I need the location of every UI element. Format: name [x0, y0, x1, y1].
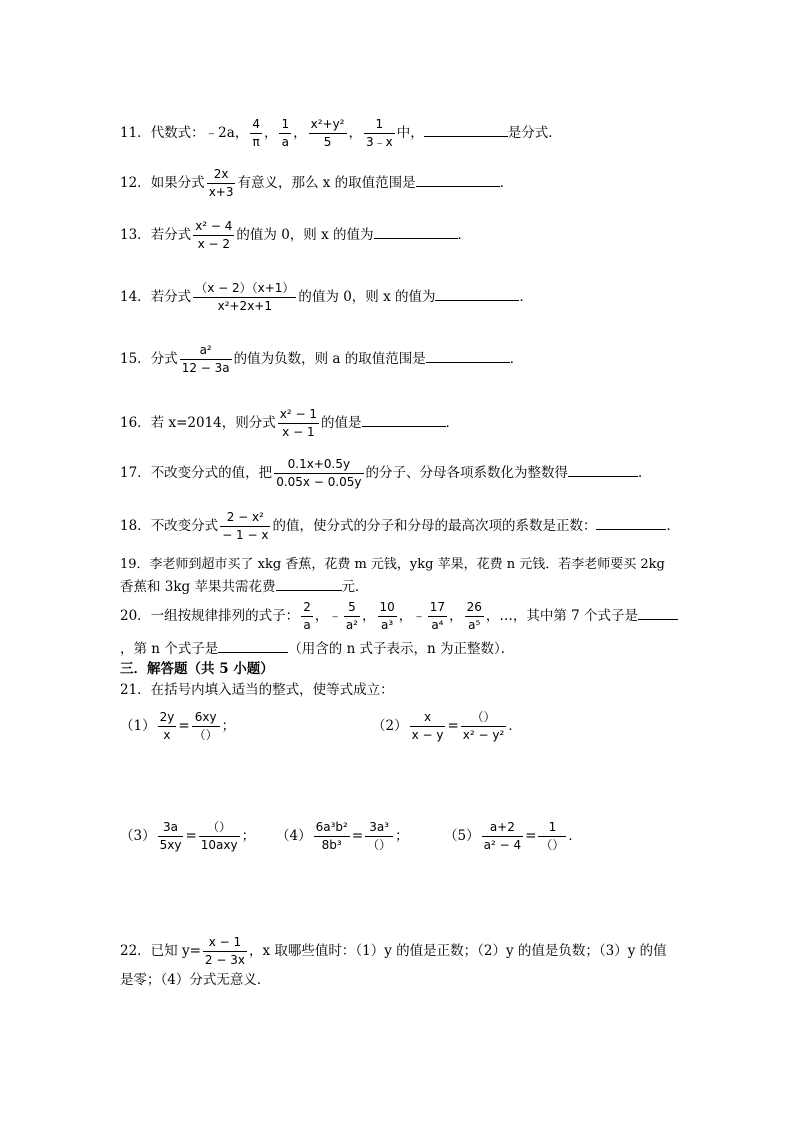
answer-blank[interactable] [416, 172, 500, 187]
numerator[interactable]: （） [461, 710, 507, 727]
part-label: （2） [372, 718, 408, 734]
question-15 [120, 343, 523, 376]
fraction [158, 710, 177, 743]
question-number: 17． [120, 465, 151, 481]
denominator: x − y [411, 728, 444, 742]
numerator: 6xy [192, 710, 220, 727]
part-label: （3） [120, 828, 156, 844]
question-22-line-2 [120, 970, 270, 990]
fraction [250, 117, 262, 150]
answer-blank[interactable] [424, 122, 508, 137]
question-text: 的值是 [321, 415, 362, 431]
question-text: 元． [341, 579, 369, 595]
answer-blank[interactable] [218, 638, 288, 653]
equals-sign: = [447, 718, 459, 734]
denominator: a³ [381, 618, 394, 632]
question-text: ． [509, 351, 524, 367]
numerator: 2y [158, 710, 177, 727]
question-21-part-2 [372, 710, 522, 743]
question-19 [120, 555, 665, 575]
fraction [199, 820, 240, 853]
question-21-part-4 [276, 820, 409, 853]
fraction [314, 820, 350, 853]
question-text: 中， [396, 125, 424, 141]
question-12 [120, 167, 513, 200]
question-19-line-2 [120, 576, 369, 597]
numerator: a² [180, 343, 232, 360]
denominator: 10axy [200, 838, 238, 852]
answer-blank[interactable] [276, 576, 342, 591]
equals-sign: = [185, 828, 197, 844]
denominator[interactable]: （） [367, 838, 392, 852]
question-20-line-2 [120, 638, 514, 659]
question-text: 的值，使分式的分子和分母的最高次项的系数是正数： [272, 518, 597, 534]
separator: ，﹣ [314, 608, 342, 624]
denominator: a⁵ [468, 618, 481, 632]
denominator: a² − 4 [483, 838, 522, 852]
denominator: x [163, 728, 171, 742]
question-text: 是零；（4）分式无意义． [120, 972, 271, 988]
question-text: 如果分式 [150, 175, 205, 191]
fraction [344, 600, 360, 633]
answer-blank[interactable] [374, 224, 458, 239]
question-text: 的值为 0，则 x 的值为 [236, 227, 374, 243]
denominator: − 1 − x [222, 528, 269, 542]
question-text: ． [508, 718, 522, 734]
question-text: 22．已知 y= [120, 943, 201, 959]
numerator: （x − 2）（x+1） [193, 281, 296, 298]
denominator: x²+2x+1 [217, 299, 272, 313]
question-number: 20． [120, 608, 151, 624]
denominator: π [252, 135, 260, 149]
question-text: 一组按规律排列的式子： [150, 608, 300, 624]
question-number: 11． [120, 125, 151, 141]
question-16 [120, 407, 459, 440]
numerator: x² − 1 [278, 407, 319, 424]
denominator: x+3 [208, 185, 234, 199]
separator: ，﹣ [398, 608, 426, 624]
denominator: a [303, 618, 311, 632]
question-number: 16． [120, 415, 151, 431]
fraction [220, 510, 270, 543]
denominator: x − 2 [197, 237, 231, 251]
question-text: ，…，其中第 7 个式子是 [485, 608, 639, 624]
question-text: 分式 [150, 351, 178, 367]
part-label: （5） [444, 828, 480, 844]
numerator: 3a [158, 820, 184, 837]
separator: ， [449, 608, 463, 624]
question-number: 13． [120, 227, 151, 243]
numerator: 1 [279, 117, 291, 134]
answer-blank[interactable] [426, 348, 510, 363]
question-21-part-5 [444, 820, 582, 853]
numerator: 1 [364, 117, 395, 134]
fraction [364, 117, 395, 150]
question-number: 18． [120, 518, 151, 534]
question-text: ； [241, 828, 256, 844]
numerator: 5 [344, 600, 360, 617]
numerator: 1 [538, 820, 566, 837]
numerator: x²+y² [309, 117, 347, 134]
question-number: 14． [120, 289, 151, 305]
fraction [428, 600, 447, 633]
question-text: ． [445, 415, 459, 431]
fraction [465, 600, 484, 633]
question-21 [120, 680, 394, 700]
question-text: ； [395, 828, 409, 844]
question-text: ． [666, 518, 680, 534]
denominator[interactable]: （） [193, 728, 218, 742]
question-text: 不改变分式 [150, 518, 219, 534]
numerator: 2 [301, 600, 313, 617]
answer-blank[interactable] [568, 462, 638, 477]
fraction [192, 710, 220, 743]
fraction [158, 820, 184, 853]
fraction [279, 117, 291, 150]
question-text: 21．在括号内填入适当的整式，使等式成立： [120, 682, 394, 698]
question-21-part-3 [120, 820, 255, 853]
fraction [301, 600, 313, 633]
answer-blank[interactable] [638, 605, 678, 620]
question-text: 的值为 0，则 x 的值为 [298, 289, 436, 305]
numerator: 3a³ [365, 820, 393, 837]
denominator: a [281, 135, 289, 149]
fraction [203, 935, 247, 968]
equals-sign: = [351, 828, 364, 844]
fraction [365, 820, 393, 853]
denominator: 5xy [159, 838, 182, 852]
question-text: 有意义，那么 x 的取值范围是 [237, 175, 416, 191]
denominator: a⁴ [431, 618, 444, 632]
answer-blank[interactable] [435, 286, 519, 301]
equals-sign: = [525, 828, 537, 844]
question-text: ． [519, 289, 533, 305]
numerator: a+2 [482, 820, 523, 837]
question-text: ，第 n 个式子是 [120, 641, 219, 657]
question-text: 不改变分式的值，把 [150, 465, 273, 481]
numerator: 6a³b² [314, 820, 350, 837]
fraction [193, 281, 296, 314]
numerator: 4 [250, 117, 262, 134]
denominator: x − 1 [282, 425, 315, 439]
equals-sign: = [178, 718, 190, 734]
numerator: x² − 4 [193, 219, 234, 236]
question-14 [120, 281, 533, 314]
numerator: x [410, 710, 446, 727]
fraction [378, 600, 397, 633]
numerator: 2 − x² [220, 510, 270, 527]
question-text: 的值为负数，则 a 的取值范围是 [233, 351, 426, 367]
part-label: （1） [120, 718, 156, 734]
denominator: 5 [323, 135, 332, 149]
fraction [461, 710, 507, 743]
denominator: 12 − 3a [181, 361, 230, 375]
fraction [180, 343, 232, 376]
fraction [193, 219, 234, 252]
question-text: 19．李老师到超市买了 xkg 香蕉，花费 m 元钱，ykg 苹果，花费 n 元钱．若李老师要买 2kg [120, 557, 665, 572]
numerator: 0.1x+0.5y [274, 457, 363, 474]
question-text: 香蕉和 3kg 苹果共需花费 [120, 579, 276, 595]
section-heading: 三．解答题（共 5 小题） [120, 661, 274, 677]
fraction [274, 457, 363, 490]
fraction [309, 117, 347, 150]
question-text: ，x 取哪些值时：（1）y 的值是正数；（2）y 的值是负数；（3）y 的值 [248, 943, 667, 959]
question-20 [120, 600, 678, 633]
question-text: ． [638, 465, 652, 481]
numerator: 10 [378, 600, 397, 617]
question-text: （用含的 n 式子表示，n 为正整数）． [288, 641, 515, 657]
question-text: ． [499, 175, 514, 191]
question-text: 若分式 [150, 289, 192, 305]
question-text: ； [221, 718, 236, 734]
numerator: 26 [465, 600, 484, 617]
separator: ， [362, 608, 376, 624]
denominator: 0.05x − 0.05y [276, 475, 362, 489]
denominator: 2 − 3x [204, 953, 245, 967]
answer-blank[interactable] [596, 515, 666, 530]
question-text: 的分子、分母各项系数化为整数得 [365, 465, 569, 481]
answer-blank[interactable] [362, 412, 446, 427]
question-21-part-1 [120, 710, 235, 743]
question-text: 若 x=2014，则分式 [150, 415, 276, 431]
question-13 [120, 219, 471, 252]
denominator: x² − y² [462, 728, 505, 742]
denominator[interactable]: （） [540, 838, 565, 852]
question-number: 15． [120, 351, 151, 367]
numerator: x − 1 [203, 935, 247, 952]
fraction [482, 820, 523, 853]
question-text: ． [568, 828, 582, 844]
question-22 [120, 935, 667, 968]
question-18 [120, 510, 680, 543]
question-17 [120, 457, 652, 490]
fraction [207, 167, 236, 200]
question-text: 代数式：﹣2a， [150, 125, 249, 141]
question-text: 若分式 [150, 227, 192, 243]
fraction [278, 407, 319, 440]
denominator: a² [345, 618, 358, 632]
numerator: 17 [428, 600, 447, 617]
question-11: 11．代数式：﹣2a， $\frac{4}{\pi}$ ， $\frac{1}{a}$ ， $\frac{\text{x²+y²}}{5}$ ， $\frac{1}{3﹣x}$ 中， 是分式． [120, 117, 562, 149]
numerator: 2x [207, 167, 236, 184]
part-label: （4） [276, 828, 312, 844]
question-number: 12． [120, 175, 151, 191]
numerator[interactable]: （） [199, 820, 240, 837]
question-text: ． [457, 227, 471, 243]
denominator: 3﹣x [366, 135, 393, 149]
fraction [538, 820, 566, 853]
fraction [410, 710, 446, 743]
denominator: 8b³ [321, 838, 342, 852]
question-text: 是分式． [507, 125, 562, 141]
